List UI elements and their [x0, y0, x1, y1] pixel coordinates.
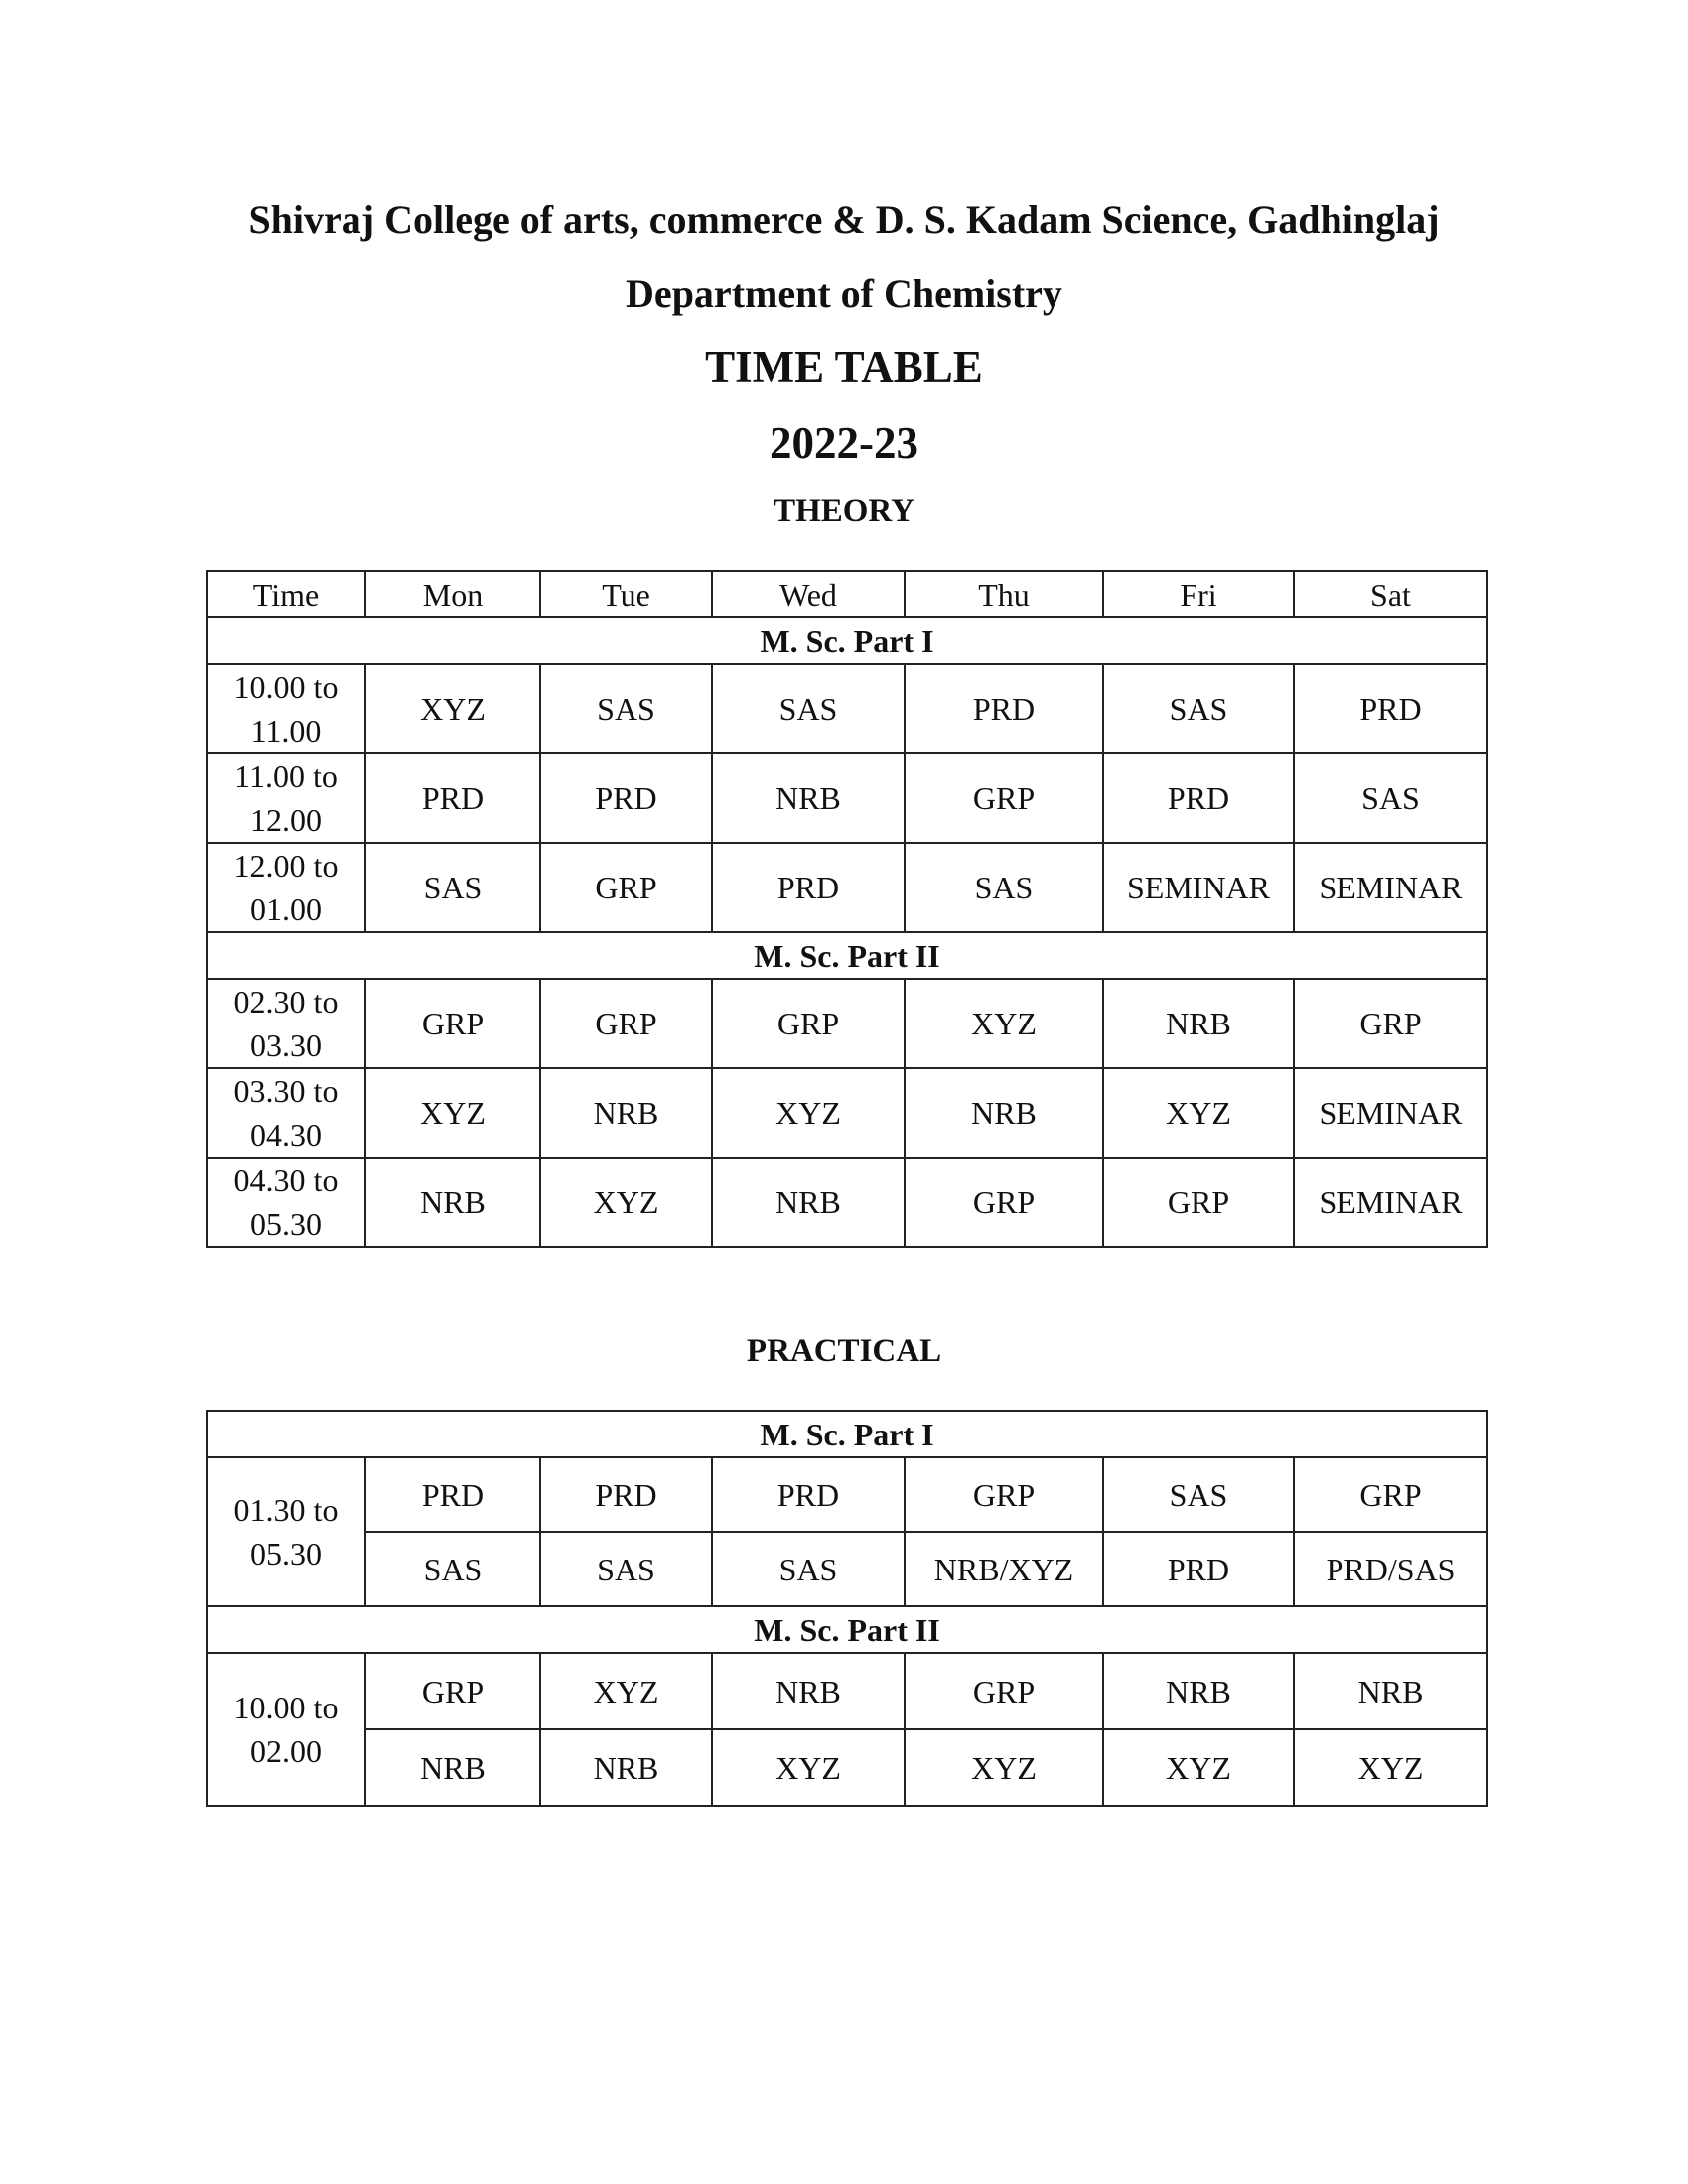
table-cell: SAS	[540, 664, 712, 753]
table-cell: XYZ	[1103, 1068, 1294, 1158]
time-end: 04.30	[250, 1117, 322, 1153]
table-row	[207, 979, 1487, 1068]
department-name: Department of Chemistry	[626, 271, 1062, 316]
table-cell: GRP	[1103, 1158, 1294, 1247]
table-cell: PRD	[1103, 1532, 1294, 1606]
table-cell: XYZ	[365, 664, 540, 753]
column-header: Time	[207, 571, 365, 617]
table-cell: NRB	[712, 1158, 905, 1247]
table-cell: SEMINAR	[1294, 843, 1487, 932]
time-end: 03.30	[250, 1027, 322, 1063]
time-cell	[207, 753, 365, 843]
table-cell: SAS	[365, 1532, 540, 1606]
table-cell: GRP	[540, 979, 712, 1068]
table-cell: XYZ	[905, 1729, 1103, 1806]
table-cell: NRB	[1294, 1653, 1487, 1729]
table-cell: PRD	[905, 664, 1103, 753]
table-cell: GRP	[1294, 1457, 1487, 1532]
table-row	[207, 1158, 1487, 1247]
section-row	[207, 932, 1487, 979]
section-title: M. Sc. Part II	[207, 932, 1487, 979]
time-end: 12.00	[250, 802, 322, 838]
table-row	[207, 1532, 1487, 1606]
time-end: 05.30	[250, 1206, 322, 1242]
table-cell: PRD	[540, 1457, 712, 1532]
column-header: Thu	[905, 571, 1103, 617]
table-cell: NRB/XYZ	[905, 1532, 1103, 1606]
table-cell: GRP	[905, 1457, 1103, 1532]
practical-heading: PRACTICAL	[746, 1333, 942, 1369]
time-start: 04.30 to	[233, 1162, 339, 1198]
section-title: M. Sc. Part I	[207, 617, 1487, 664]
table-cell: SEMINAR	[1294, 1068, 1487, 1158]
time-start: 01.30 to	[233, 1492, 339, 1528]
table-cell: NRB	[365, 1158, 540, 1247]
table-cell: PRD	[1103, 753, 1294, 843]
time-end: 01.00	[250, 891, 322, 927]
table-cell: SAS	[712, 664, 905, 753]
column-header: Sat	[1294, 571, 1487, 617]
table-cell: PRD/SAS	[1294, 1532, 1487, 1606]
document-title: TIME TABLE	[705, 342, 983, 392]
table-row	[207, 843, 1487, 932]
table-cell: XYZ	[365, 1068, 540, 1158]
table-cell: PRD	[712, 1457, 905, 1532]
time-start: 12.00 to	[233, 848, 339, 884]
table-cell: PRD	[712, 843, 905, 932]
table-cell: XYZ	[540, 1653, 712, 1729]
table-cell: NRB	[365, 1729, 540, 1806]
theory-timetable	[206, 570, 1488, 1248]
practical-timetable	[206, 1410, 1488, 1807]
table-cell: SAS	[905, 843, 1103, 932]
table-cell: SAS	[1294, 753, 1487, 843]
table-cell: NRB	[1103, 1653, 1294, 1729]
table-cell: NRB	[540, 1729, 712, 1806]
table-cell: SAS	[712, 1532, 905, 1606]
table-cell: PRD	[540, 753, 712, 843]
column-header: Fri	[1103, 571, 1294, 617]
section-title: M. Sc. Part I	[207, 1411, 1487, 1457]
table-cell: SAS	[1103, 1457, 1294, 1532]
table-cell: GRP	[905, 1653, 1103, 1729]
time-end: 05.30	[250, 1536, 322, 1571]
table-row	[207, 1068, 1487, 1158]
table-cell: PRD	[365, 1457, 540, 1532]
table-cell: NRB	[712, 753, 905, 843]
academic-year: 2022-23	[770, 418, 918, 468]
table-cell: GRP	[365, 979, 540, 1068]
table-row	[207, 664, 1487, 753]
table-cell: XYZ	[712, 1068, 905, 1158]
table-cell: SAS	[1103, 664, 1294, 753]
table-cell: NRB	[540, 1068, 712, 1158]
time-start: 10.00 to	[233, 669, 339, 705]
theory-heading: THEORY	[774, 493, 914, 529]
table-row	[207, 1653, 1487, 1729]
time-cell	[207, 664, 365, 753]
theory-header-row	[207, 571, 1487, 617]
table-cell: NRB	[712, 1653, 905, 1729]
table-row	[207, 1729, 1487, 1806]
time-cell	[207, 1457, 365, 1606]
table-cell: GRP	[905, 753, 1103, 843]
section-row	[207, 617, 1487, 664]
time-cell	[207, 843, 365, 932]
table-cell: SEMINAR	[1294, 1158, 1487, 1247]
table-cell: GRP	[905, 1158, 1103, 1247]
time-end: 02.00	[250, 1733, 322, 1769]
college-name: Shivraj College of arts, commerce & D. S. Kadam Science, Gadhinglaj	[248, 198, 1440, 242]
time-start: 02.30 to	[233, 984, 339, 1020]
table-cell: XYZ	[1294, 1729, 1487, 1806]
column-header: Tue	[540, 571, 712, 617]
time-cell	[207, 1068, 365, 1158]
table-cell: GRP	[540, 843, 712, 932]
table-cell: GRP	[712, 979, 905, 1068]
table-cell: PRD	[365, 753, 540, 843]
column-header: Wed	[712, 571, 905, 617]
table-row	[207, 1457, 1487, 1532]
table-cell: NRB	[905, 1068, 1103, 1158]
time-cell	[207, 1653, 365, 1806]
table-cell: XYZ	[905, 979, 1103, 1068]
table-cell: XYZ	[1103, 1729, 1294, 1806]
time-cell	[207, 1158, 365, 1247]
time-start: 10.00 to	[233, 1690, 339, 1725]
table-cell: NRB	[1103, 979, 1294, 1068]
table-cell: XYZ	[540, 1158, 712, 1247]
time-end: 11.00	[250, 713, 322, 749]
table-cell: PRD	[1294, 664, 1487, 753]
section-row	[207, 1606, 1487, 1653]
time-start: 03.30 to	[233, 1073, 339, 1109]
section-row	[207, 1411, 1487, 1457]
column-header: Mon	[365, 571, 540, 617]
time-cell	[207, 979, 365, 1068]
section-title: M. Sc. Part II	[207, 1606, 1487, 1653]
table-cell: SAS	[365, 843, 540, 932]
table-cell: SEMINAR	[1103, 843, 1294, 932]
time-start: 11.00 to	[234, 758, 338, 794]
table-cell: GRP	[365, 1653, 540, 1729]
table-cell: XYZ	[712, 1729, 905, 1806]
table-cell: GRP	[1294, 979, 1487, 1068]
table-cell: SAS	[540, 1532, 712, 1606]
table-row	[207, 753, 1487, 843]
